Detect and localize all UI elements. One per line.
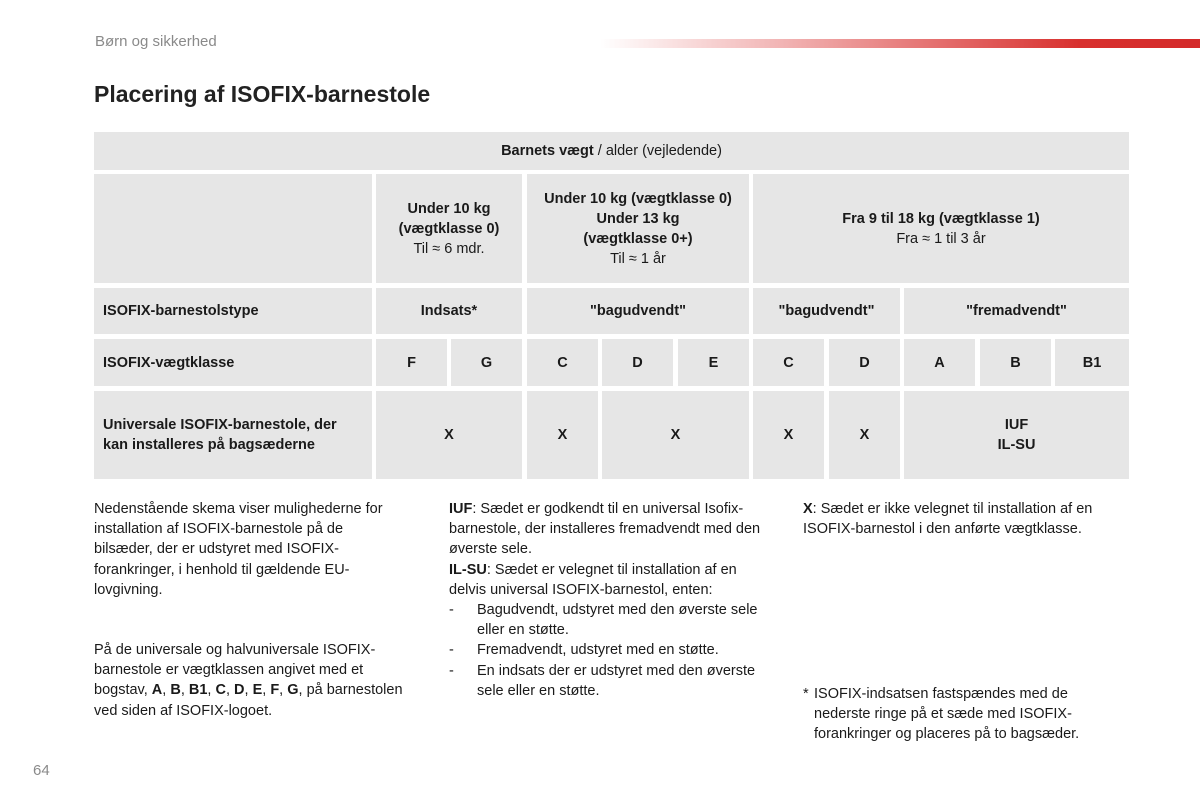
class-letter: E [252,682,263,699]
group-age: Til ≈ 6 mdr. [413,240,485,257]
letter-sep: , [162,682,171,699]
universal-cell: X [829,391,900,479]
group-line: Under 10 kg [407,200,491,217]
list-item [449,661,774,701]
universal-iuf: IUF [1004,417,1029,433]
page-number: 64 [33,762,50,779]
class-cell: E [678,339,749,386]
x-text: : Sædet er ikke velegnet til installation af en ISOFIX-barnestol i den anførte vægtklasse. [803,501,1093,538]
group-cell-2 [753,174,1129,283]
x-term: X [803,501,813,517]
ilsu-definition [449,560,774,600]
group-age: Til ≈ 1 år [610,250,666,267]
group-cell-1 [527,174,749,283]
column-2 [449,499,774,701]
bullet-dash: - [449,602,454,619]
empty-corner-cell [94,174,372,283]
type-cell: Indsats* [376,288,522,334]
weight-header-cell [94,132,1129,170]
class-cell: C [753,339,824,386]
ilsu-text: : Sædet er velegnet til installation af en delvis universal ISOFIX-barnestol, enten: [449,561,737,598]
weight-class-text: På de universale og halvuniversale ISOFIX-barnestole er vægtklassen angivet med et bogstav, [94,642,376,699]
type-cell: "fremadvendt" [904,288,1129,334]
universal-cell: X [753,391,824,479]
bullet-text: Fremadvendt, udstyret med en støtte. [477,642,719,659]
group-age: Fra ≈ 1 til 3 år [896,230,986,247]
universal-cell: X [376,391,522,479]
letter-sep: , [298,682,307,699]
bullet-dash: - [449,662,454,679]
ilsu-term: IL-SU [449,561,487,578]
footnote-star: * [803,686,809,702]
weight-class-end: på barnestolen ved siden af ISOFIX-logoet. [94,682,403,719]
group-line: (vægtklasse 0+) [583,230,693,247]
group-line: Under 10 kg (vægtklasse 0) [544,190,732,207]
letter-sep: , [225,682,235,699]
class-letter: B [170,682,181,699]
group-line: (vægtklasse 0) [398,220,500,237]
group-line: Under 13 kg [596,210,680,227]
universal-ilsu: IL-SU [997,437,1036,453]
bullet-text: En indsats der er udstyret med den øverste sele eller en støtte. [477,662,756,699]
type-row-label: ISOFIX-barnestolstype [94,288,372,334]
class-cell: D [602,339,673,386]
class-letter: G [287,682,299,699]
intro-paragraph: Nedenstående skema viser mulighederne for installation af ISOFIX-barnestole på de bilsæder, der er udstyret med ISOFIX-forankringer, i henhold til gældende EU-lovgivning. [94,501,383,598]
universal-cell: X [602,391,749,479]
weight-header-rest: / alder (vejledende) [593,143,722,159]
bullet-dash: - [449,642,454,659]
class-cell: D [829,339,900,386]
class-cell: G [451,339,522,386]
universal-row-label [94,391,372,479]
letter-sep: , [262,682,271,699]
group-line: Fra 9 til 18 kg (vægtklasse 1) [842,210,1040,227]
weight-class-paragraph [94,640,404,721]
class-letter: F [270,682,280,699]
class-letter: C [215,682,226,699]
letter-sep: , [279,682,288,699]
class-letter: B1 [188,682,208,699]
header-accent-bar [600,39,1200,48]
class-cell: A [904,339,975,386]
column-1 [94,499,404,721]
letter-sep: , [244,682,253,699]
universal-cell: X [527,391,598,479]
weight-header-bold: Barnets vægt [501,143,594,159]
class-letter: A [151,682,163,699]
bullet-text: Bagudvendt, udstyret med den øverste sele eller en støtte. [477,602,758,639]
footnote-text: ISOFIX-indsatsen fastspændes med de nederste ringe på et sæde med ISOFIX-forankringer og placeres på to bagsæder. [814,686,1080,743]
class-cell: B [980,339,1051,386]
class-cell: B1 [1055,339,1129,386]
type-cell: "bagudvendt" [527,288,749,334]
universal-label-line: kan installeres på bagsæderne [103,437,315,453]
letter-sep: , [207,682,216,699]
footnote [803,684,1103,745]
universal-cell-iuf-ilsu [904,391,1129,479]
letter-sep: , [180,682,189,699]
iuf-term: IUF [449,501,473,517]
class-cell: C [527,339,598,386]
page-title: Placering af ISOFIX-barnestole [94,81,431,107]
type-cell: "bagudvendt" [753,288,900,334]
universal-label-line: Universale ISOFIX-barnestole, der [103,417,337,433]
iuf-text: : Sædet er godkendt til en universal Isofix-barnestole, der installeres fremadvendt med den øverste sele. [449,501,761,558]
class-cell: F [376,339,447,386]
class-row-label: ISOFIX-vægtklasse [94,339,372,386]
list-item [449,640,774,660]
x-definition [803,499,1123,539]
group-cell-0 [376,174,522,283]
class-letter: D [234,682,245,699]
column-3 [803,499,1123,539]
section-label: Børn og sikkerhed [95,33,217,50]
iuf-definition [449,499,774,560]
list-item [449,600,774,640]
